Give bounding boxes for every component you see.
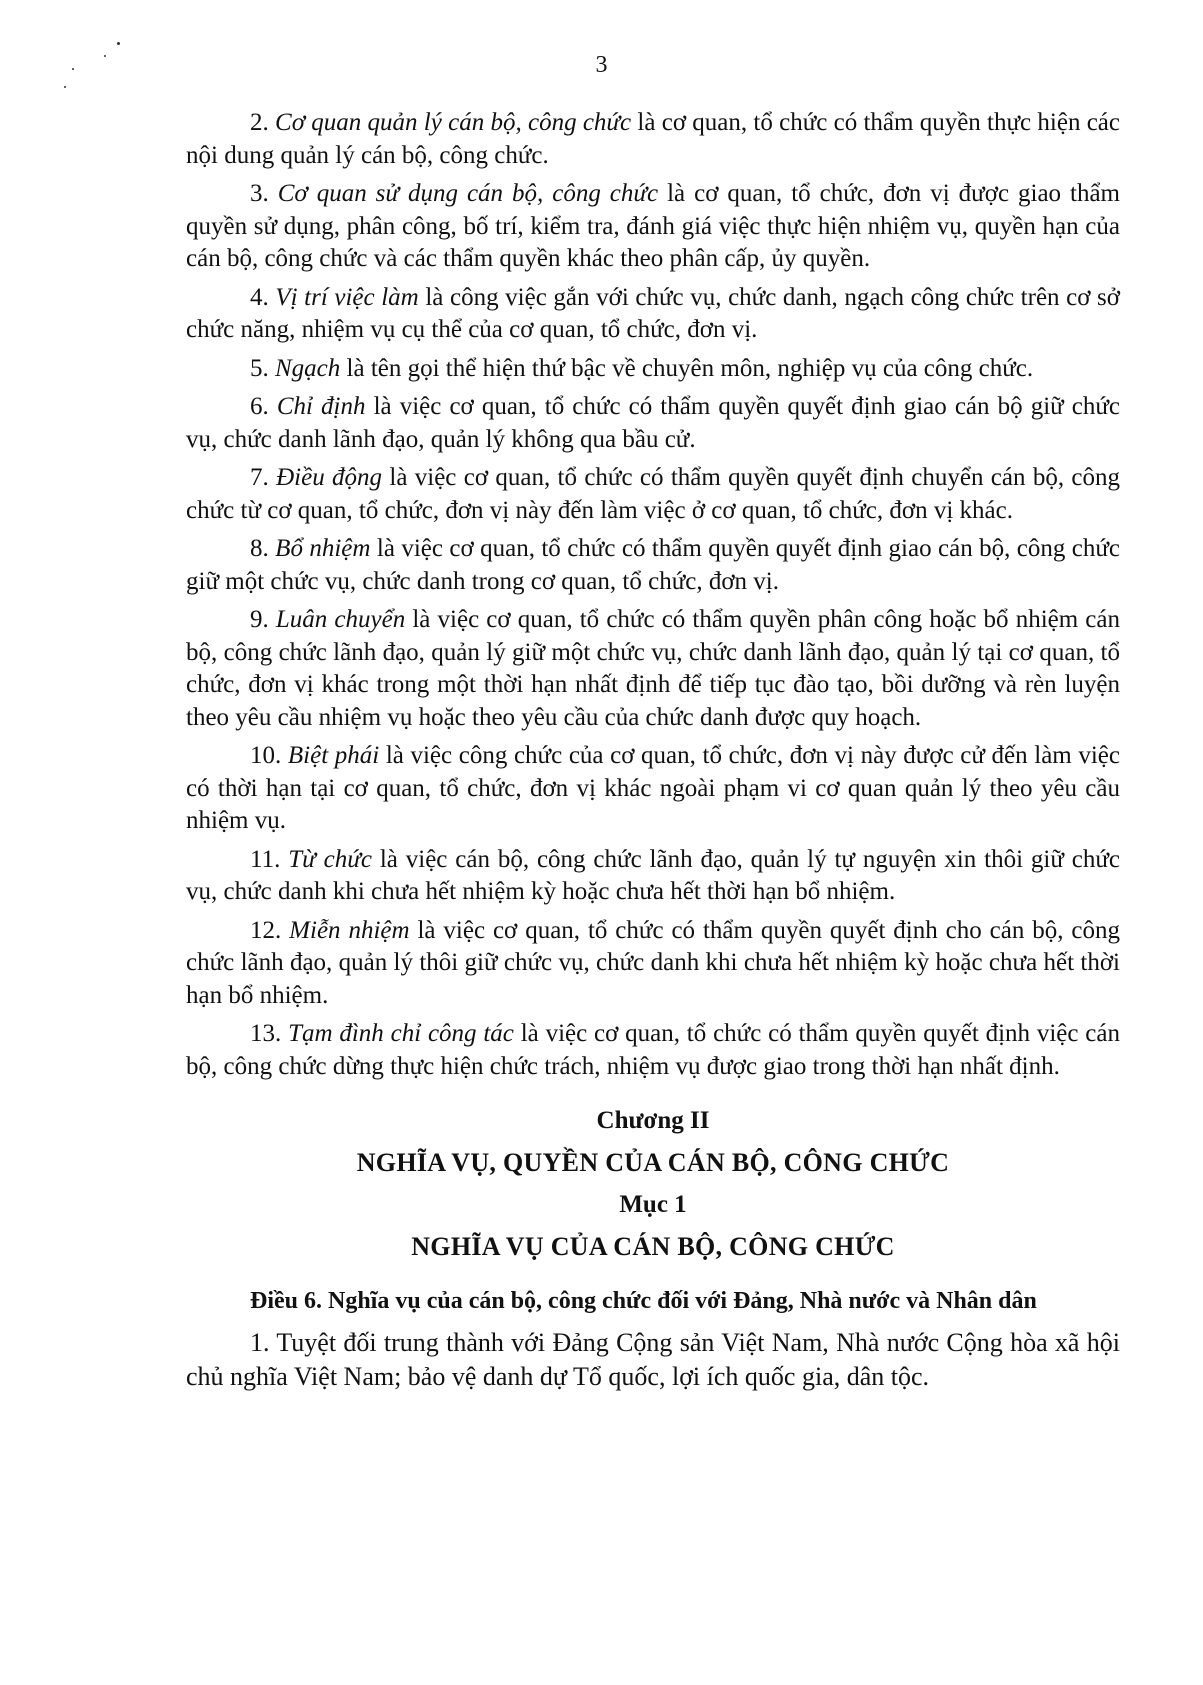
definition-text: là việc cơ quan, tổ chức có thẩm quyền quyết định cho cán bộ, công chức lãnh đạo, quản lý thôi giữ chức vụ, chức danh khi chưa hết nhiệm kỳ hoặc chưa hết thời hạn bổ nhiệm. (186, 916, 1121, 1009)
defined-term: Ngạch (275, 354, 341, 382)
scan-mark (117, 42, 120, 45)
defined-term: Cơ quan sử dụng cán bộ, công chức (277, 180, 659, 207)
definition-item (186, 533, 1120, 598)
item-number: 8. (250, 535, 269, 562)
definition-text: là tên gọi thể hiện thứ bậc về chuyên môn, nghiệp vụ của công chức. (346, 354, 1034, 382)
defined-term: Bổ nhiệm (275, 535, 371, 562)
definition-text: là việc công chức của cơ quan, tổ chức, đơn vị này được cử đến làm việc có thời hạn tại cơ quan, tổ chức, đơn vị khác ngoài phạm vi cơ quan quản lý theo yêu cầu nhiệm vụ. (186, 742, 1121, 834)
page-number: 3 (595, 52, 608, 78)
article-clause: 1. Tuyệt đối trung thành với Đảng Cộng sản Việt Nam, Nhà nước Cộng hòa xã hội chủ nghĩa Việt Nam; bảo vệ danh dự Tổ quốc, lợi ích quốc gia, dân tộc. (186, 1327, 1120, 1391)
defined-term: Biệt phái (287, 742, 380, 769)
definition-text: là việc cơ quan, tổ chức có thẩm quyền quyết định chuyển cán bộ, công chức từ cơ quan, tổ chức, đơn vị này đến làm việc ở cơ quan, tổ chức, đơn vị khác. (186, 464, 1121, 524)
definition-item (186, 740, 1120, 838)
item-number: 11. (250, 845, 281, 873)
defined-term: Vị trí việc làm (275, 283, 419, 311)
definition-item (186, 462, 1120, 527)
definition-text: là việc cơ quan, tổ chức có thẩm quyền quyết định việc cán bộ, công chức dừng thực hiện chức trách, nhiệm vụ được giao trong thời hạn nhất định. (186, 1020, 1120, 1080)
chapter-label: Chương II (596, 1107, 710, 1134)
defined-term: Miễn nhiệm (289, 916, 410, 944)
defined-term: Tạm đình chỉ công tác (288, 1020, 514, 1047)
definition-text: là cơ quan, tổ chức, đơn vị được giao thẩm quyền sử dụng, phân công, bố trí, kiểm tra, đánh giá việc thực hiện nhiệm vụ, quyền hạn của cán bộ, công chức và các thẩm quyền khác theo phân cấp, ủy quyền. (186, 180, 1121, 272)
chapter-title: NGHĨA VỤ, QUYỀN CỦA CÁN BỘ, CÔNG CHỨC (356, 1148, 950, 1177)
definition-text: là công việc gắn với chức vụ, chức danh, ngạch công chức trên cơ sở chức năng, nhiệm vụ cụ thể của cơ quan, tổ chức, đơn vị. (186, 283, 1121, 343)
definition-text: là việc cơ quan, tổ chức có thẩm quyền quyết định giao cán bộ giữ chức vụ, chức danh lãnh đạo, quản lý không qua bầu cử. (186, 393, 1121, 453)
section-title: NGHĨA VỤ CỦA CÁN BỘ, CÔNG CHỨC (411, 1232, 895, 1261)
item-number: 7. (250, 464, 269, 491)
article-title: Điều 6. Nghĩa vụ của cán bộ, công chức đối với Đảng, Nhà nước và Nhân dân (250, 1288, 1037, 1314)
definition-text: là việc cơ quan, tổ chức có thẩm quyền phân công hoặc bổ nhiệm cán bộ, công chức lãnh đạo, quản lý giữ một chức vụ, chức danh lãnh đạo, quản lý tại cơ quan, tổ chức, đơn vị khác trong một thời hạn nhất định để tiếp tục đào tạo, bồi dưỡng và rèn luyện theo yêu cầu nhiệm vụ hoặc theo yêu cầu của chức danh được quy hoạch. (186, 606, 1121, 731)
defined-term: Chỉ định (276, 393, 366, 420)
definition-item (186, 107, 1120, 172)
definition-item (186, 1018, 1120, 1083)
definition-text: là cơ quan, tổ chức có thẩm quyền thực hiện các nội dung quản lý cán bộ, công chức. (186, 109, 1120, 169)
definition-item (186, 915, 1120, 1013)
document-body (186, 107, 1120, 1400)
item-number: 4. (250, 283, 269, 311)
defined-term: Luân chuyển (275, 606, 406, 633)
defined-term: Từ chức (288, 845, 372, 873)
definition-item (186, 178, 1120, 276)
definition-item (186, 353, 1120, 386)
definition-text: là việc cán bộ, công chức lãnh đạo, quản lý tự nguyện xin thôi giữ chức vụ, chức danh khi chưa hết nhiệm kỳ hoặc chưa hết thời hạn bổ nhiệm. (186, 845, 1120, 905)
definition-item (186, 844, 1120, 909)
item-number: 13. (250, 1020, 282, 1047)
definition-text: là việc cơ quan, tổ chức có thẩm quyền quyết định giao cán bộ, công chức giữ một chức vụ, chức danh trong cơ quan, tổ chức, đơn vị. (186, 535, 1121, 595)
defined-term: Điều động (276, 464, 383, 491)
definition-item (186, 391, 1120, 456)
item-number: 2. (250, 109, 269, 136)
item-number: 6. (250, 393, 269, 420)
scan-mark (64, 86, 66, 88)
definition-item (186, 282, 1120, 347)
definition-item (186, 604, 1120, 734)
defined-term: Cơ quan quản lý cán bộ, công chức (275, 109, 632, 136)
section-label: Mục 1 (619, 1191, 687, 1218)
item-number: 10. (250, 742, 282, 769)
item-number: 3. (250, 180, 269, 207)
item-number: 9. (250, 606, 269, 633)
item-number: 5. (250, 354, 269, 382)
item-number: 12. (250, 916, 282, 944)
